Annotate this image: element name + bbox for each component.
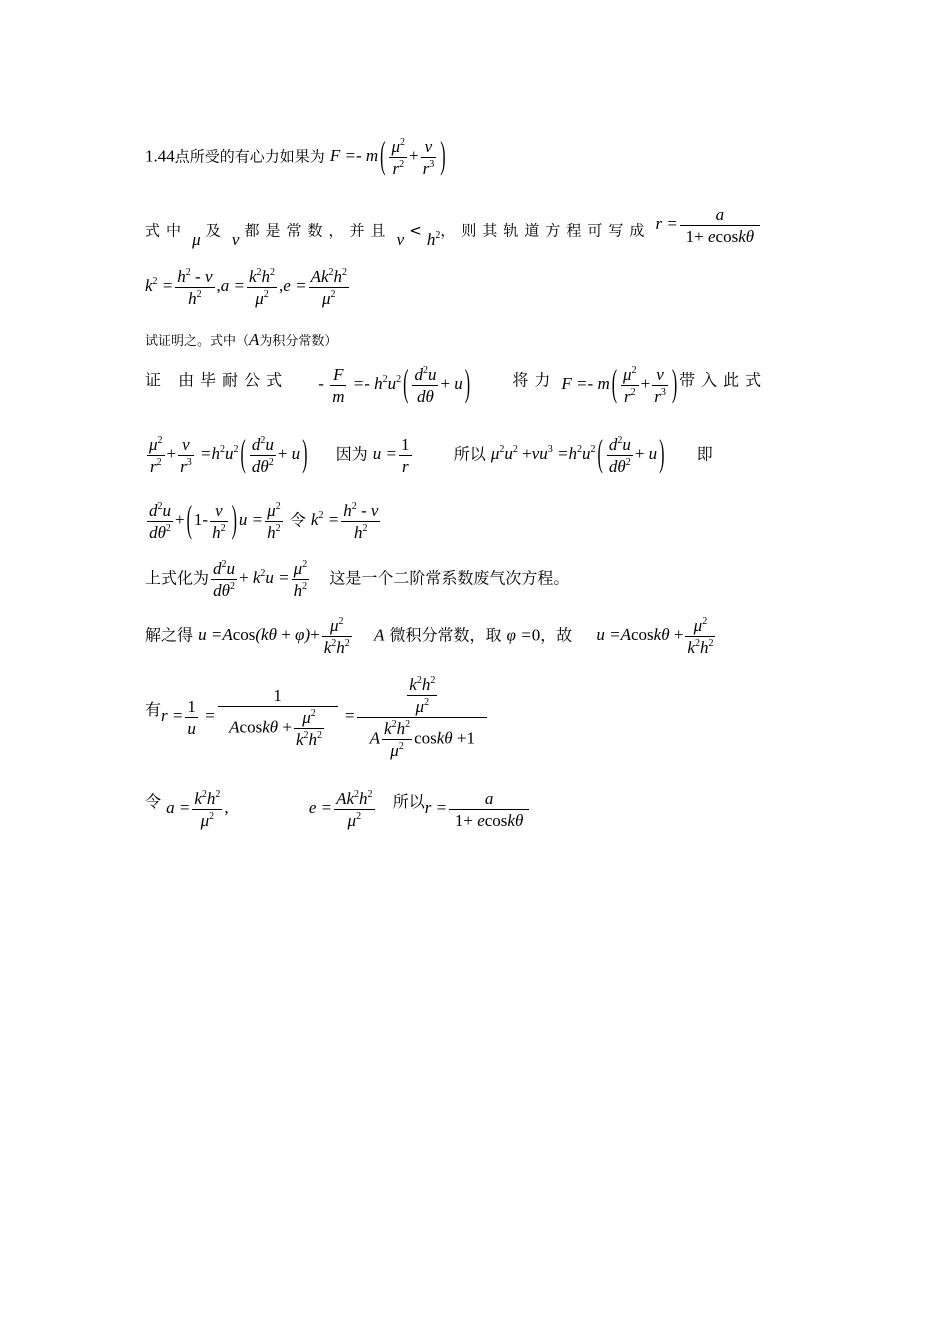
constants-line xyxy=(145,205,762,251)
r-expression: r = $\frac{1}{u}$ = 1 Acoskθ + $\frac{\mu^2}{k^2h^2}$ = $\frac{k^2h^2}{\mu^2}$ A $\frac{k^2h^2}{\mu^2}$ coskθ +1 xyxy=(161,706,489,725)
final-orbit-equation: r = $\frac{a}{1+ ecosk\theta}$ xyxy=(425,798,531,817)
k-definition: $k^2$ = $\frac{h^2 - \nu}{h^2}$ xyxy=(310,501,379,542)
text-binet: 证 由毕耐公式 xyxy=(145,370,289,390)
nu-symbol-2: ν xyxy=(396,230,405,250)
mu-symbol: μ xyxy=(192,230,201,250)
proof-line-5 xyxy=(145,617,717,656)
e-definition: e = $\frac{Ak^2h^2}{\mu^2}$ xyxy=(308,789,373,830)
proof-line-3 xyxy=(145,499,382,542)
particular-solution: u =Acoskθ + $\frac{\mu^2}{k^2h^2}$ xyxy=(596,616,714,657)
definitions-formula: $k^2$ = $\frac{h^2 - \nu}{h^2}$ ,a = $\frac{k^2h^2}{\mu^2}$ ,e = $\frac{Ak^2h^2}{\mu^2}$ xyxy=(145,267,347,308)
statement-prefix: 点所受的有心力如果为 xyxy=(174,147,325,166)
substituted-equation: $\frac{\mu^2}{r^2}$ + $\frac{\nu}{r^3}$ $=h^2u^2$ ( $\frac{d^2u}{d\theta^2}$ + u ) xyxy=(149,433,308,476)
u-equation: $\mu^2u^2 +\nu u^3 =h^2u^2$ ( $\frac{d^2u}{d\theta^2}$ + u ) xyxy=(490,433,665,476)
h-squared: $h^2$ xyxy=(426,230,441,250)
definitions-line xyxy=(145,268,351,307)
force-substitute: F =- m ( $\frac{\mu^2}{r^2}$ + $\frac{\nu}{r^3}$ ) xyxy=(561,363,678,406)
text-because: 因为 xyxy=(335,444,368,464)
text-let: 令 xyxy=(289,510,306,530)
simplified-equation: $\frac{d^2u}{d\theta^2}$ + $k^2u$ = $\frac{\mu^2}{h^2}$ xyxy=(213,559,308,600)
binet-formula: - $\frac{F}{m}$ =- $h^2u^2$ ( $\frac{d^2u}{d\theta}$ + u ) xyxy=(318,363,471,406)
text-equation-type: 这是一个二阶常系数废气次方程。 xyxy=(329,568,570,588)
text-ie: 即 xyxy=(696,444,713,464)
text-solve: 解之得 xyxy=(145,625,194,645)
a-definition: a = $\frac{k^2h^2}{\mu^2}$ , xyxy=(166,789,229,830)
text-shizhong: 式中 xyxy=(145,221,188,240)
proof-line-2 xyxy=(145,433,713,476)
text-prove: 试证明之。式中（ xyxy=(145,334,250,349)
phi-zero: φ =0 xyxy=(506,625,541,645)
text-becomes: 上式化为 xyxy=(145,568,210,588)
proof-line-4 xyxy=(145,560,569,599)
text-take: 微积分常数，取 xyxy=(389,625,502,645)
constant-A-2: A xyxy=(373,625,385,645)
proof-line-7 xyxy=(145,790,531,829)
text-therefore: 所以 xyxy=(453,444,486,464)
second-order-equation: $\frac{d^2u}{d\theta^2}$ + ( 1- $\frac{\nu}{h^2}$ ) u = $\frac{\mu^2}{h^2}$ xyxy=(149,499,281,542)
text-integration-constant: 为积分常数） xyxy=(259,334,338,349)
text-hence: ，故 xyxy=(540,625,573,645)
force-formula: F =- m ( $\frac{\mu^2}{r^2}$ + $\frac{\nu}{r^3}$ ) xyxy=(329,135,446,178)
constant-A: A xyxy=(249,330,260,349)
u-definition: u = $\frac{1}{r}$ xyxy=(372,435,410,476)
nu-symbol: ν xyxy=(231,230,240,250)
text-orbit: ，则其轨道方程可写成 xyxy=(440,221,651,240)
text-let-2: 令 xyxy=(145,792,162,812)
text-have: 有 xyxy=(145,700,162,720)
problem-statement-line xyxy=(145,135,448,178)
text-substitute: 带入此式 xyxy=(679,370,768,390)
text-therefore-2: 所以 xyxy=(392,792,425,812)
proof-line-6 xyxy=(145,676,489,759)
orbit-equation: r = $\frac{a}{1+ ecosk\theta}$ xyxy=(656,214,762,233)
text-constants: 都是常数，并且 xyxy=(244,221,392,240)
text-ji: 及 xyxy=(205,221,227,240)
problem-number: 1.44 xyxy=(145,146,175,166)
text-jiangli: 将力 xyxy=(512,370,557,390)
less-than: < xyxy=(409,221,422,240)
prove-line xyxy=(145,331,337,348)
proof-line-1 xyxy=(145,362,768,406)
general-solution: u =Acos(kθ + φ)+ $\frac{\mu^2}{k^2h^2}$ xyxy=(198,616,350,657)
